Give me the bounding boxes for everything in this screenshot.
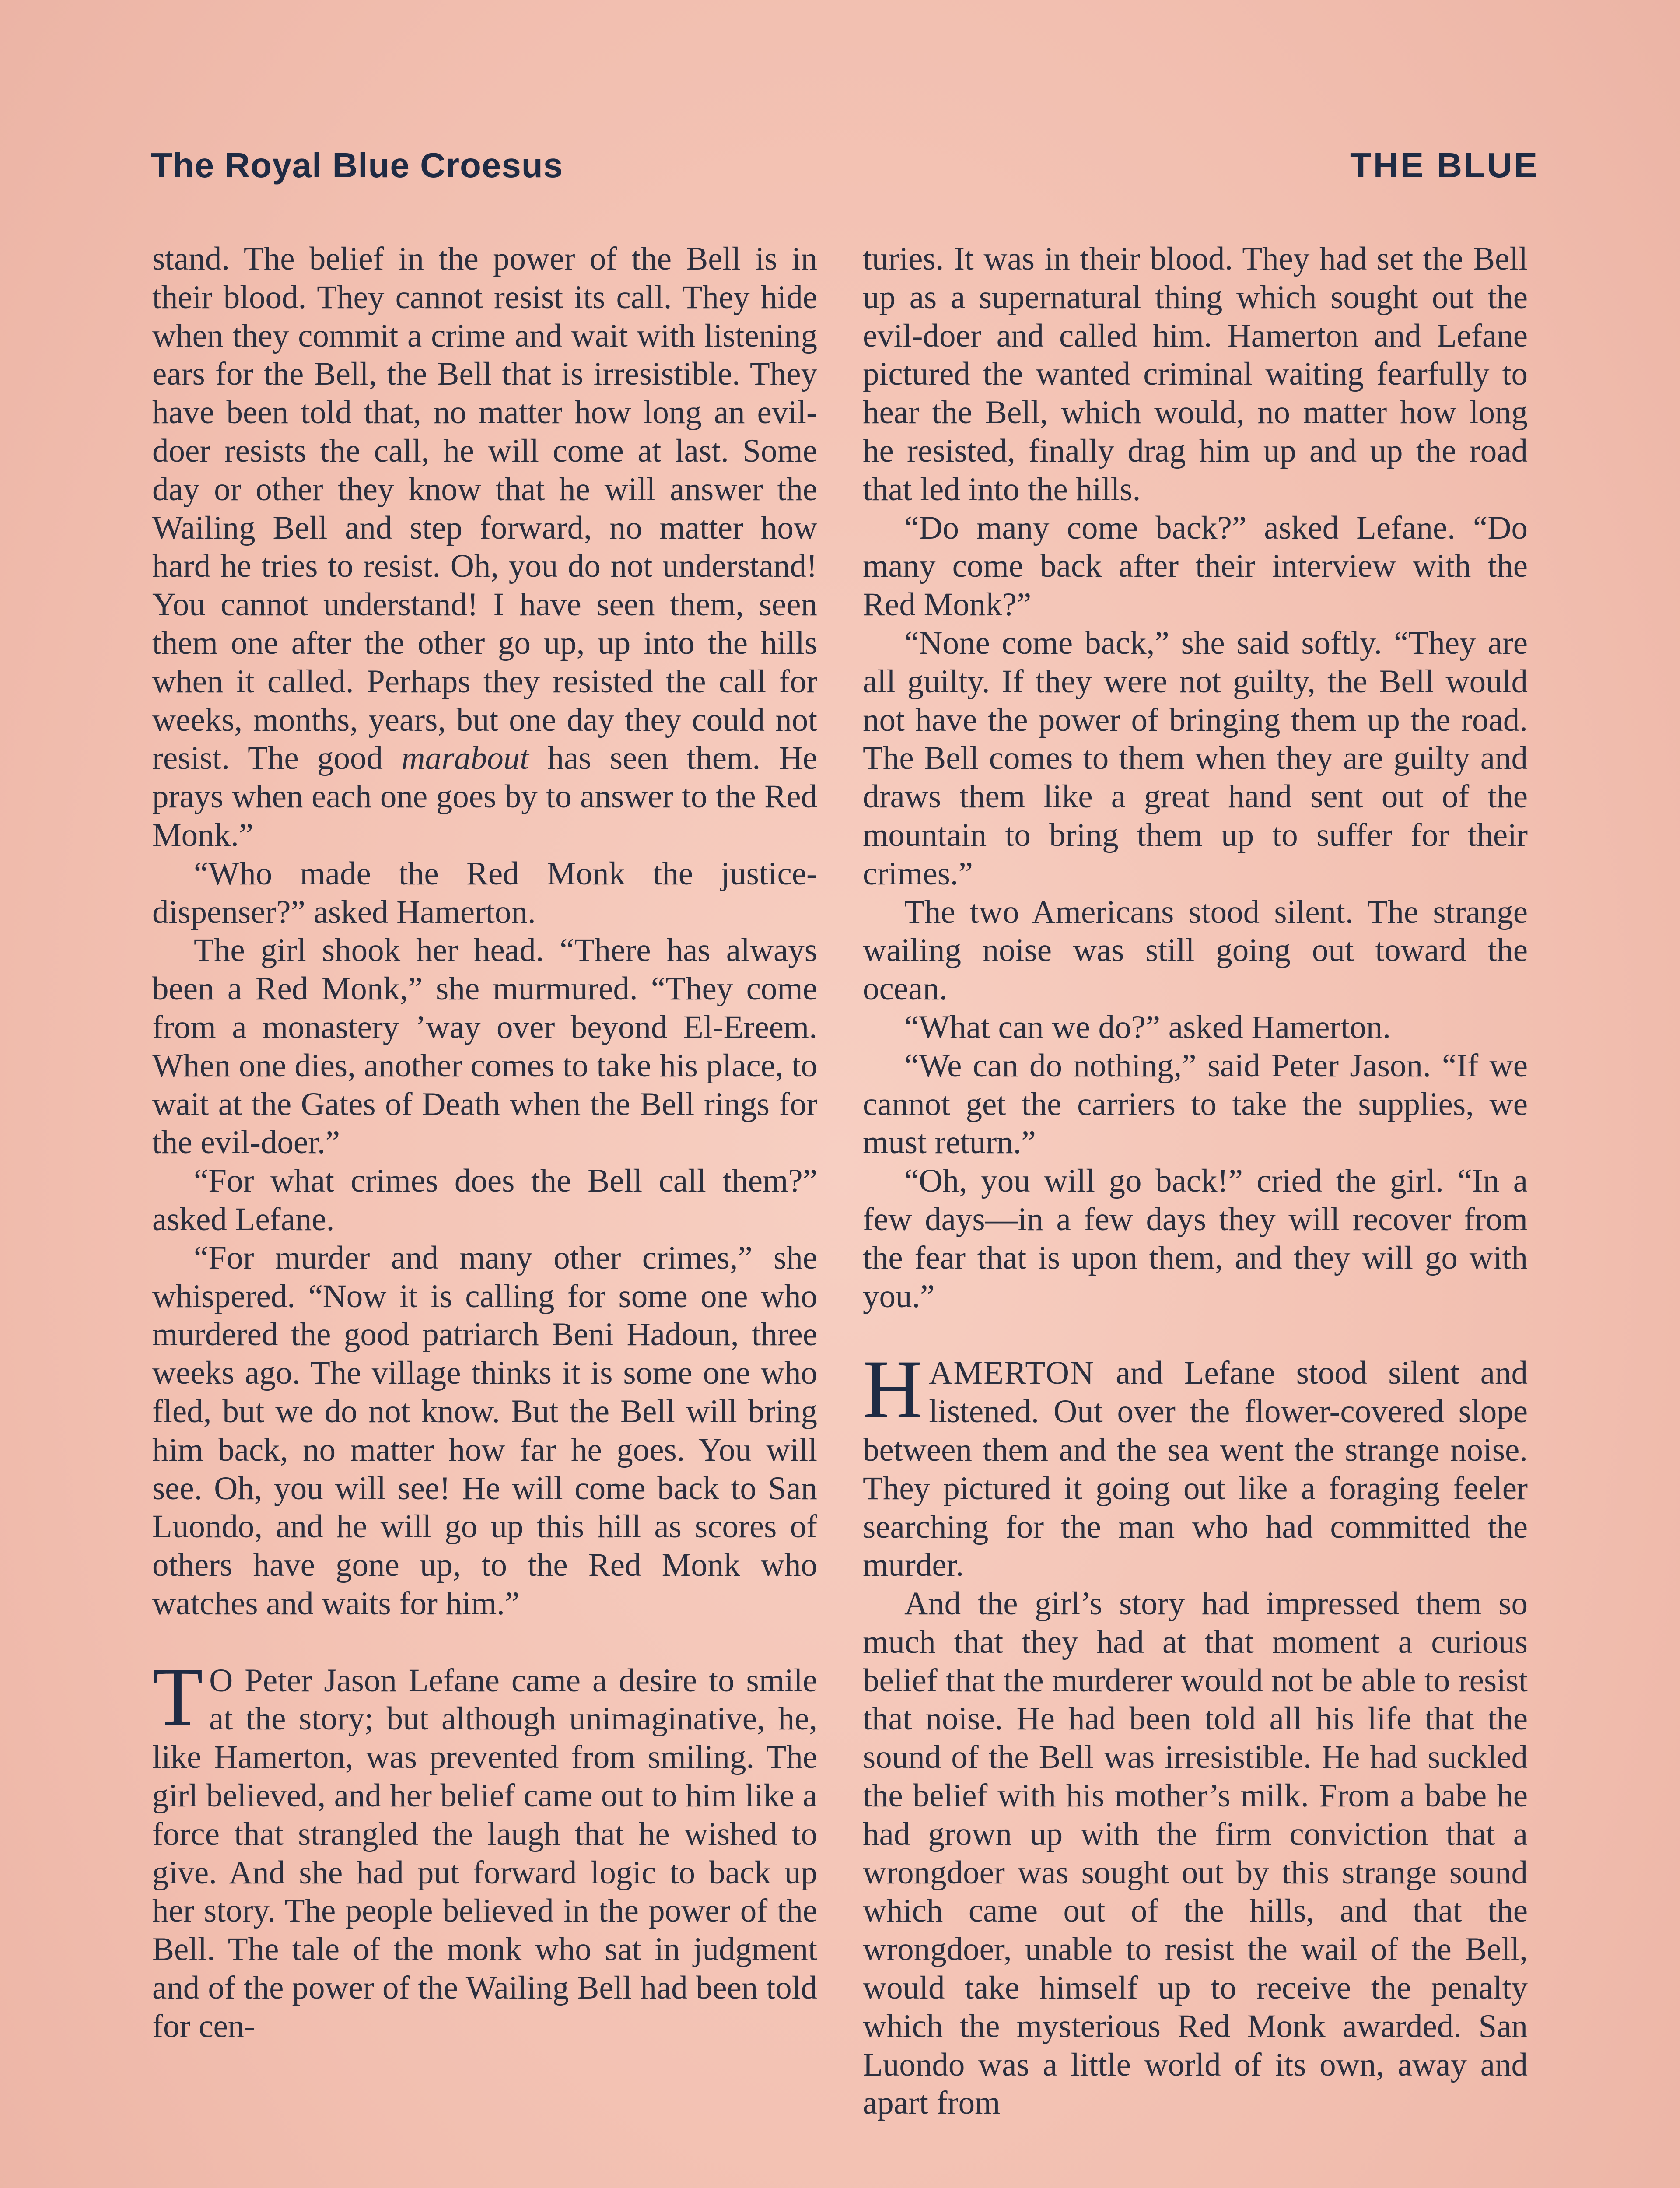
paragraph: “Do many come back?” asked Lefane. “Do many come back after their interview with the Red Monk?”	[863, 509, 1528, 623]
right-column	[863, 240, 1528, 2122]
running-header-magazine: THE BLUE	[1350, 146, 1539, 185]
paragraph-dropcap	[152, 1651, 817, 2046]
left-column	[152, 240, 817, 2046]
paragraph: The girl shook her head. “There has always been a Red Monk,” she murmured. “They come from a monastery ’way over beyond El-Ereem. When one dies, another comes to take his place, to wait at the Gates of Death when the Bell rings for the evil-doer.”	[152, 932, 817, 1161]
italic-word: marabout	[401, 740, 529, 777]
paragraph-dropcap	[863, 1343, 1528, 1585]
paragraph: “Who made the Red Monk the justice-dispenser?” asked Hamerton.	[152, 855, 817, 930]
paragraph: “Oh, you will go back!” cried the girl. “In a few days—in a few days they will recover from the fear that is upon them, and they will go with you.”	[863, 1163, 1528, 1315]
drop-cap: T	[152, 1651, 203, 1743]
paragraph: “For what crimes does the Bell call them?” asked Lefane.	[152, 1163, 817, 1238]
paragraph: turies. It was in their blood. They had set the Bell up as a supernatural thing which sought out the evil-doer and called him. Hamerton and Lefane pictured the wanted criminal waiting fearfully to hear the Bell, which would, no matter how long he resisted, finally drag him up and up the road that led into the hills.	[863, 241, 1528, 508]
paragraph: “What can we do?” asked Hamerton.	[904, 1009, 1391, 1045]
paragraph: And the girl’s story had impressed them so much that they had at that moment a curious belief that the murderer would not be able to resist that noise. He had been told all his life that the sound of the Bell was irresistible. He had suckled the belief with his mother’s milk. From a babe he had grown up with the firm conviction that a wrongdoer was sought out by this strange sound which came out of the hills, and that the wrongdoer, unable to resist the wail of the Bell, would take himself up to receive the penalty which the mysterious Red Monk awarded. San Luondo was a little world of its own, away and apart from	[863, 1585, 1528, 2121]
paragraph: “We can do nothing,” said Peter Jason. “If we cannot get the carriers to take the supplies, we must return.”	[863, 1047, 1528, 1161]
paragraph: The two Americans stood silent. The strange wailing noise was still going out toward the ocean.	[863, 894, 1528, 1007]
small-caps-word: AMERTON	[929, 1355, 1095, 1392]
paragraph-text: has seen them. He prays when each one goes by to answer to the Red Monk.”	[152, 740, 817, 853]
paragraph-text: O Peter Jason Lefane came a desire to smile at the story; but although unimaginative, he, like Hamerton, was prevented from smiling. The girl believed, and her belief came out to him like a force that strangled the laugh that he wished to give. And she had put forward logic to back up her story. The people believed in the power of the Bell. The tale of the monk who sat in judgment and of the power of the Wailing Bell had been told for cen-	[152, 1662, 817, 2044]
paragraph-text: and Lefane stood silent and listened. Out over the flower-covered slope between them and the sea went the strange noise. They pictured it going out like a foraging feeler searching for the man who had committed the murder.	[863, 1355, 1528, 1584]
drop-cap: H	[863, 1343, 923, 1436]
paragraph-text: stand. The belief in the power of the Bell is in their blood. They cannot resist its call. They hide when they commit a crime and wait with listening ears for the Bell, the Bell that is irresistible. They have been told that, no matter how long an evil-doer resists the call, he will come at last. Some day or other they know that he will answer the Wailing Bell and step forward, no matter how hard he tries to resist. Oh, you do not understand! You cannot understand! I have seen them, seen them one after the other go up, up into the hills when it called. Perhaps they resisted the call for weeks, months, years, but one day they could not resist. The good	[152, 241, 817, 777]
section-break	[863, 1315, 1528, 1354]
section-break	[152, 1623, 817, 1662]
paragraph	[152, 240, 817, 855]
paragraph: “None come back,” she said softly. “They are all guilty. If they were not guilty, the Bell would not have the power of bringing them up the road. The Bell comes to them when they are guilty and draws them like a great hand sent out of the mountain to bring them up to suffer for their crimes.”	[863, 624, 1528, 892]
paragraph: “For murder and many other crimes,” she whispered. “Now it is calling for some one who murdered the good patriarch Beni Hadoun, three weeks ago. The village thinks it is some one who fled, but we do not know. But the Bell will bring him back, no matter how far he goes. You will see. Oh, you will see! He will come back to San Luondo, and he will go up this hill as scores of others have gone up, to the Red Monk who watches and waits for him.”	[152, 1239, 817, 1622]
running-header-title: The Royal Blue Croesus	[151, 146, 564, 185]
